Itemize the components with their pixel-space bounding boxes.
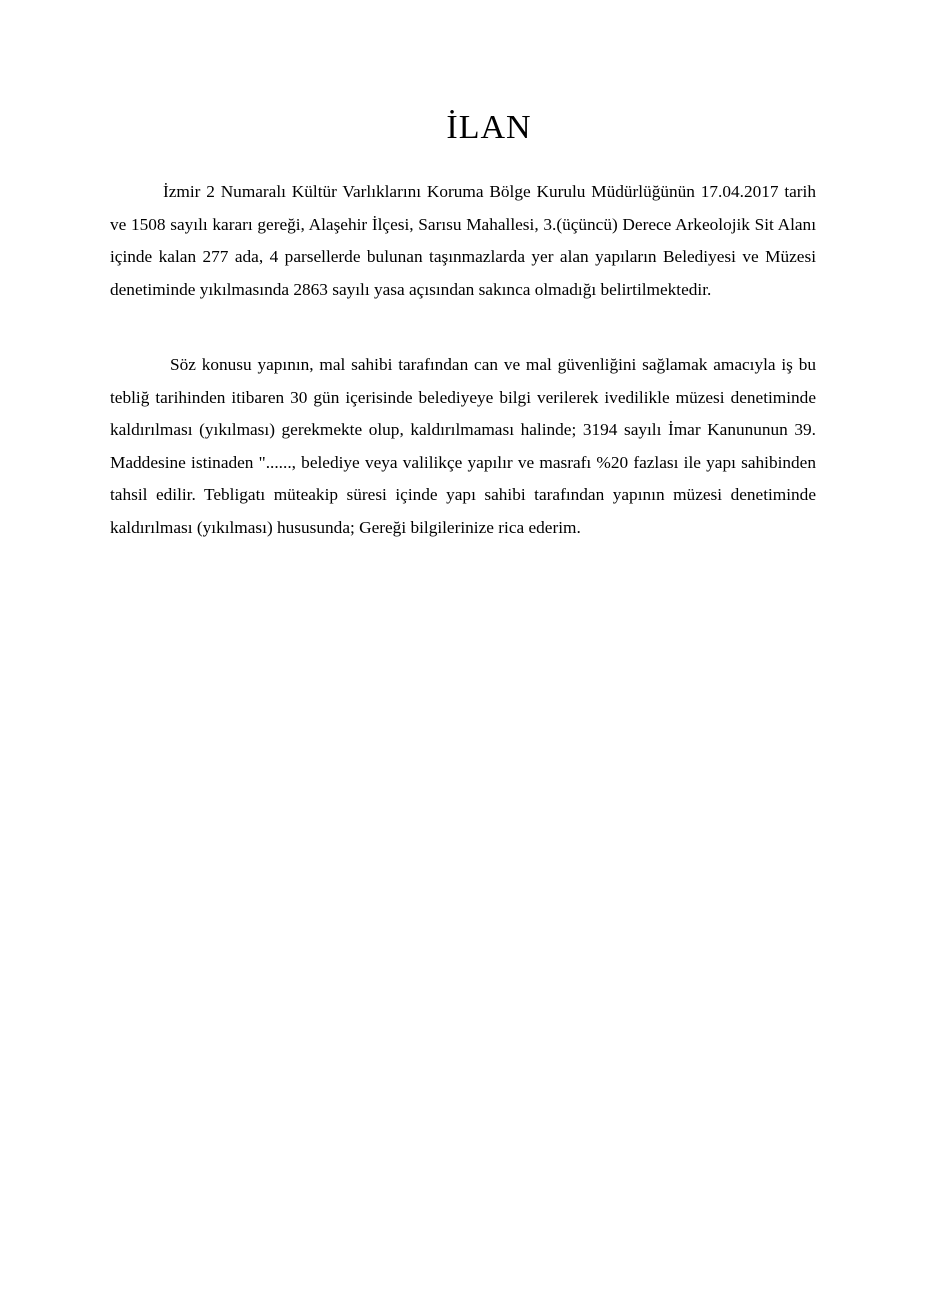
document-title: İLAN	[446, 109, 532, 146]
paragraph-1: İzmir 2 Numaralı Kültür Varlıklarını Koruma Bölge Kurulu Müdürlüğünün 17.04.2017 tarih ve 1508 sayılı kararı gereği, Alaşehir İlçesi, Sarısu Mahallesi, 3.(üçüncü) Derece Arkeolojik Sit Alanı içinde kalan 277 ada, 4 parsellerde bulunan taşınmazlarda yer alan yapıların Belediyesi ve Müzesi denetiminde yıkılmasında 2863 sayılı yasa açısından sakınca olmadığı belirtilmektedir.	[110, 182, 816, 299]
paragraph-2: Söz konusu yapının, mal sahibi tarafından can ve mal güvenliğini sağlamak amacıyla iş bu tebliğ tarihinden itibaren 30 gün içerisinde belediyeye bilgi verilerek ivedilikle müzesi denetiminde kaldırılması (yıkılması) gerekmekte olup, kaldırılmaması halinde; 3194 sayılı İmar Kanununun 39. Maddesine istinaden "......, belediye veya valilikçe yapılır ve masrafı %20 fazlası ile yapı sahibinden tahsil edilir. Tebligatı müteakip süresi içinde yapı sahibi tarafından yapının müzesi denetiminde kaldırılması (yıkılması) hususunda; Gereği bilgilerinize rica ederim.	[110, 355, 816, 537]
